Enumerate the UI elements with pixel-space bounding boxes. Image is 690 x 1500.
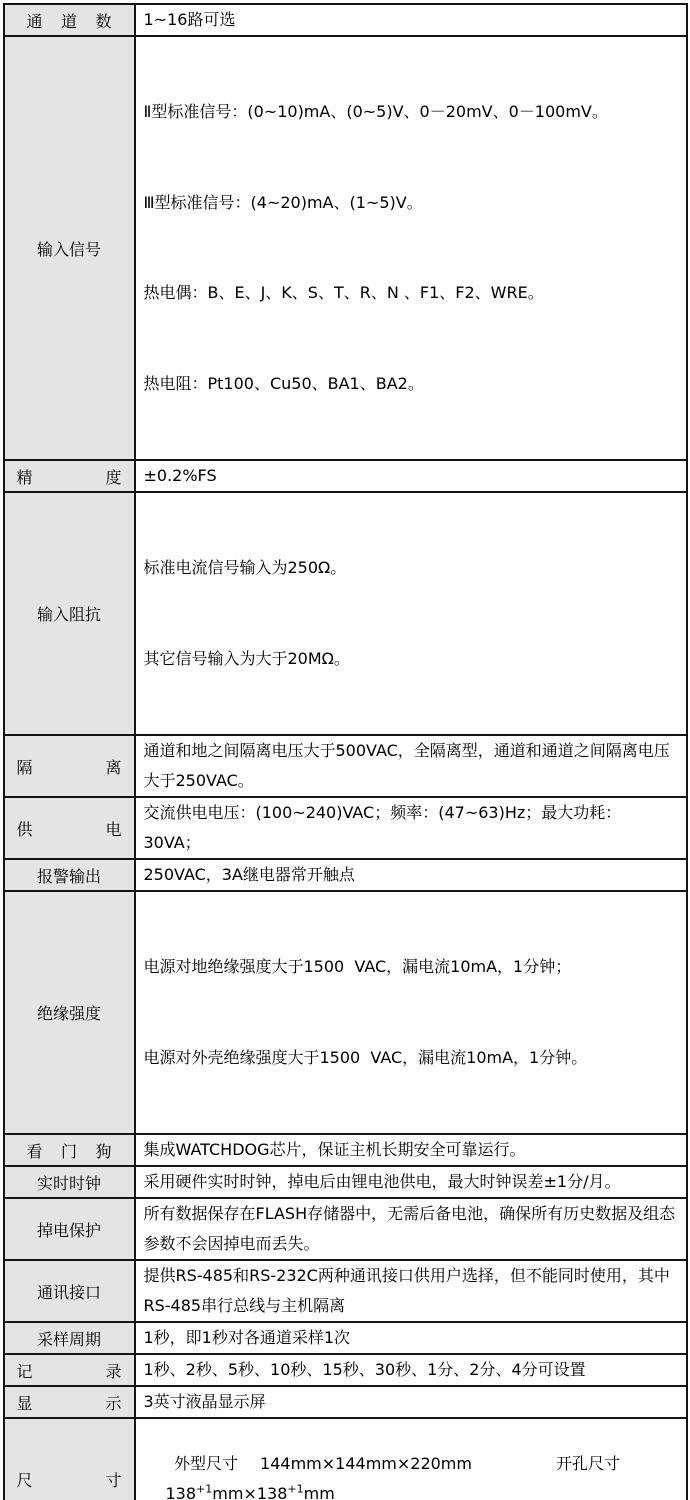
row-label-sampling-period: 采样周期 [4,1322,135,1354]
row-label-power-supply: 供电 [4,797,135,859]
table-row [4,1260,687,1322]
row-value-power-supply: 交流供电电压：(100~240)VAC；频率：(47~63)Hz；最大功耗：30VA； [135,797,687,859]
hole-size-value: $138^{+1}mm\times 138^{+1}mm$ [166,1484,335,1500]
table-row [4,1386,687,1418]
table-row [4,460,687,492]
table-row [4,735,687,797]
hole-size-label: 开孔尺寸 [555,1454,620,1473]
row-label-dimensions: 尺寸 [4,1418,135,1500]
row-label-input-signal: 输入信号 [4,36,135,460]
row-label-accuracy: 精度 [4,460,135,492]
row-value-input-impedance [135,492,687,735]
row-label-record: 记录 [4,1354,135,1386]
table-row [4,859,687,891]
table-row [4,891,687,1134]
row-value-isolation: 通道和地之间隔离电压大于500VAC，全隔离型，通道和通道之间隔离电压大于250VAC。 [135,735,687,797]
outer-size-value: 144mm×144mm×220mm [260,1454,472,1473]
spec-table [3,3,688,1500]
row-label-insulation-strength: 绝缘强度 [4,891,135,1134]
input-signal-line: 热电偶：B、E、J、K、S、T、R、N 、F1、F2、WRE。 [143,283,544,302]
row-value-display: 3英寸液晶显示屏 [135,1386,687,1418]
tolerance-superscript: +1 [287,1482,304,1496]
row-label-isolation: 隔离 [4,735,135,797]
row-value-channels: 1~16路可选 [135,4,687,36]
insulation-line: 电源对外壳绝缘强度大于1500 VAC，漏电流10mA，1分钟。 [143,1047,588,1067]
row-label-real-time-clock: 实时时钟 [4,1166,135,1198]
row-value-dimensions [135,1418,687,1500]
row-label-alarm-output: 报警输出 [4,859,135,891]
input-signal-line: 热电阻：Pt100、Cu50、BA1、BA2。 [143,373,424,393]
table-row [4,1166,687,1198]
row-value-input-signal [135,36,687,460]
row-label-channels: 通道数 [4,4,135,36]
table-row [4,797,687,859]
outer-size-label: 外型尺寸 [174,1454,239,1473]
row-label-power-failure-protection: 掉电保护 [4,1198,135,1260]
table-row [4,1134,687,1166]
input-signal-line: Ⅱ型标准信号：(0~10)mA、(0~5)V、0－20mV、0－100mV。 [143,102,608,121]
input-impedance-line: 其它信号输入为大于20MΩ。 [143,648,350,668]
table-row [4,36,687,460]
row-value-communication-interface: 提供RS-485和RS-232C两种通讯接口供用户选择，但不能同时使用，其中RS-485串行总线与主机隔离 [135,1260,687,1322]
row-value-insulation-strength [135,891,687,1134]
table-row [4,1322,687,1354]
input-impedance-line: 标准电流信号输入为250Ω。 [143,558,347,577]
table-row [4,4,687,36]
table-row [4,1198,687,1260]
input-signal-line: Ⅲ型标准信号：(4~20)mA、(1~5)V。 [143,192,423,212]
row-value-power-failure-protection: 所有数据保存在FLASH存储器中，无需后备电池，确保所有历史数据及组态参数不会因掉电而丢失。 [135,1198,687,1260]
multiply-sign: × [243,1484,257,1500]
row-value-alarm-output: 250VAC，3A继电器常开触点 [135,859,687,891]
table-row [4,1354,687,1386]
tolerance-superscript: +1 [196,1482,213,1496]
insulation-line: 电源对地绝缘强度大于1500 VAC，漏电流10mA，1分钟； [143,957,572,976]
row-value-watchdog: 集成WATCHDOG芯片，保证主机长期安全可靠运行。 [135,1134,687,1166]
table-row [4,1418,687,1500]
row-label-input-impedance: 输入阻抗 [4,492,135,735]
row-value-real-time-clock: 采用硬件实时时钟，掉电后由锂电池供电，最大时钟误差±1分/月。 [135,1166,687,1198]
row-label-display: 显示 [4,1386,135,1418]
row-label-communication-interface: 通讯接口 [4,1260,135,1322]
row-value-sampling-period: 1秒，即1秒对各通道采样1次 [135,1322,687,1354]
table-row [4,492,687,735]
row-value-record: 1秒、2秒、5秒、10秒、15秒、30秒、1分、2分、4分可设置 [135,1354,687,1386]
row-value-accuracy: ±0.2%FS [135,460,687,492]
row-label-watchdog: 看门狗 [4,1134,135,1166]
